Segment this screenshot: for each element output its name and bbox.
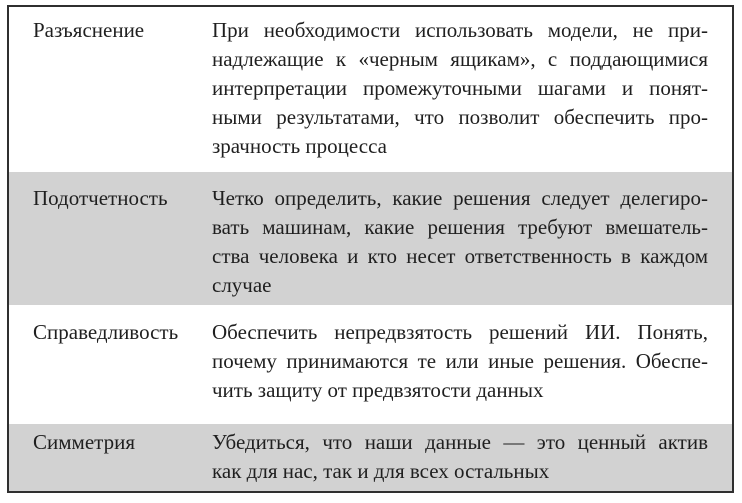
table-row: [9, 305, 732, 424]
description-line: надлежащие к «черным ящикам», с поддающимися: [212, 47, 708, 71]
term-label: Разъяснение: [33, 18, 145, 42]
description-line: интерпретации промежуточными шагами и понят-: [212, 76, 708, 100]
description-line: как для нас, так и для всех остальных: [212, 459, 550, 483]
description-cell: [212, 184, 732, 305]
term-cell: [9, 16, 212, 172]
description-line: Обеспечить непредвзятость решений ИИ. Понять,: [212, 320, 708, 344]
term-label: Справедливость: [33, 320, 179, 344]
description-cell: [212, 428, 732, 493]
term-cell: [9, 184, 212, 305]
table-row: [9, 7, 732, 172]
term-cell: [9, 428, 212, 493]
description-line: вать машинам, какие решения требуют вмешатель-: [212, 215, 708, 239]
description-line: ными результатами, что позволит обеспечить про-: [212, 105, 708, 129]
table-row: [9, 424, 732, 493]
description-cell: [212, 318, 732, 424]
description-line: ства человека и кто несет ответственность в каждом: [212, 244, 708, 268]
term-label: Симметрия: [33, 430, 135, 454]
description-line: Убедиться, что наши данные — это ценный актив: [212, 430, 708, 454]
description-line: почему принимаются те или иные решения. Обеспе-: [212, 349, 708, 373]
term-cell: [9, 318, 212, 424]
description-line: зрачность процесса: [212, 134, 387, 158]
description-line: Четко определить, какие решения следует делегиро-: [212, 186, 708, 210]
description-line: При необходимости использовать модели, не при-: [212, 18, 708, 42]
description-cell: [212, 16, 732, 172]
term-label: Подотчетность: [33, 186, 168, 210]
description-line: чить защиту от предвзятости данных: [212, 378, 544, 402]
description-line: случае: [212, 273, 272, 297]
principles-table: [7, 5, 734, 493]
table-row: [9, 172, 732, 305]
